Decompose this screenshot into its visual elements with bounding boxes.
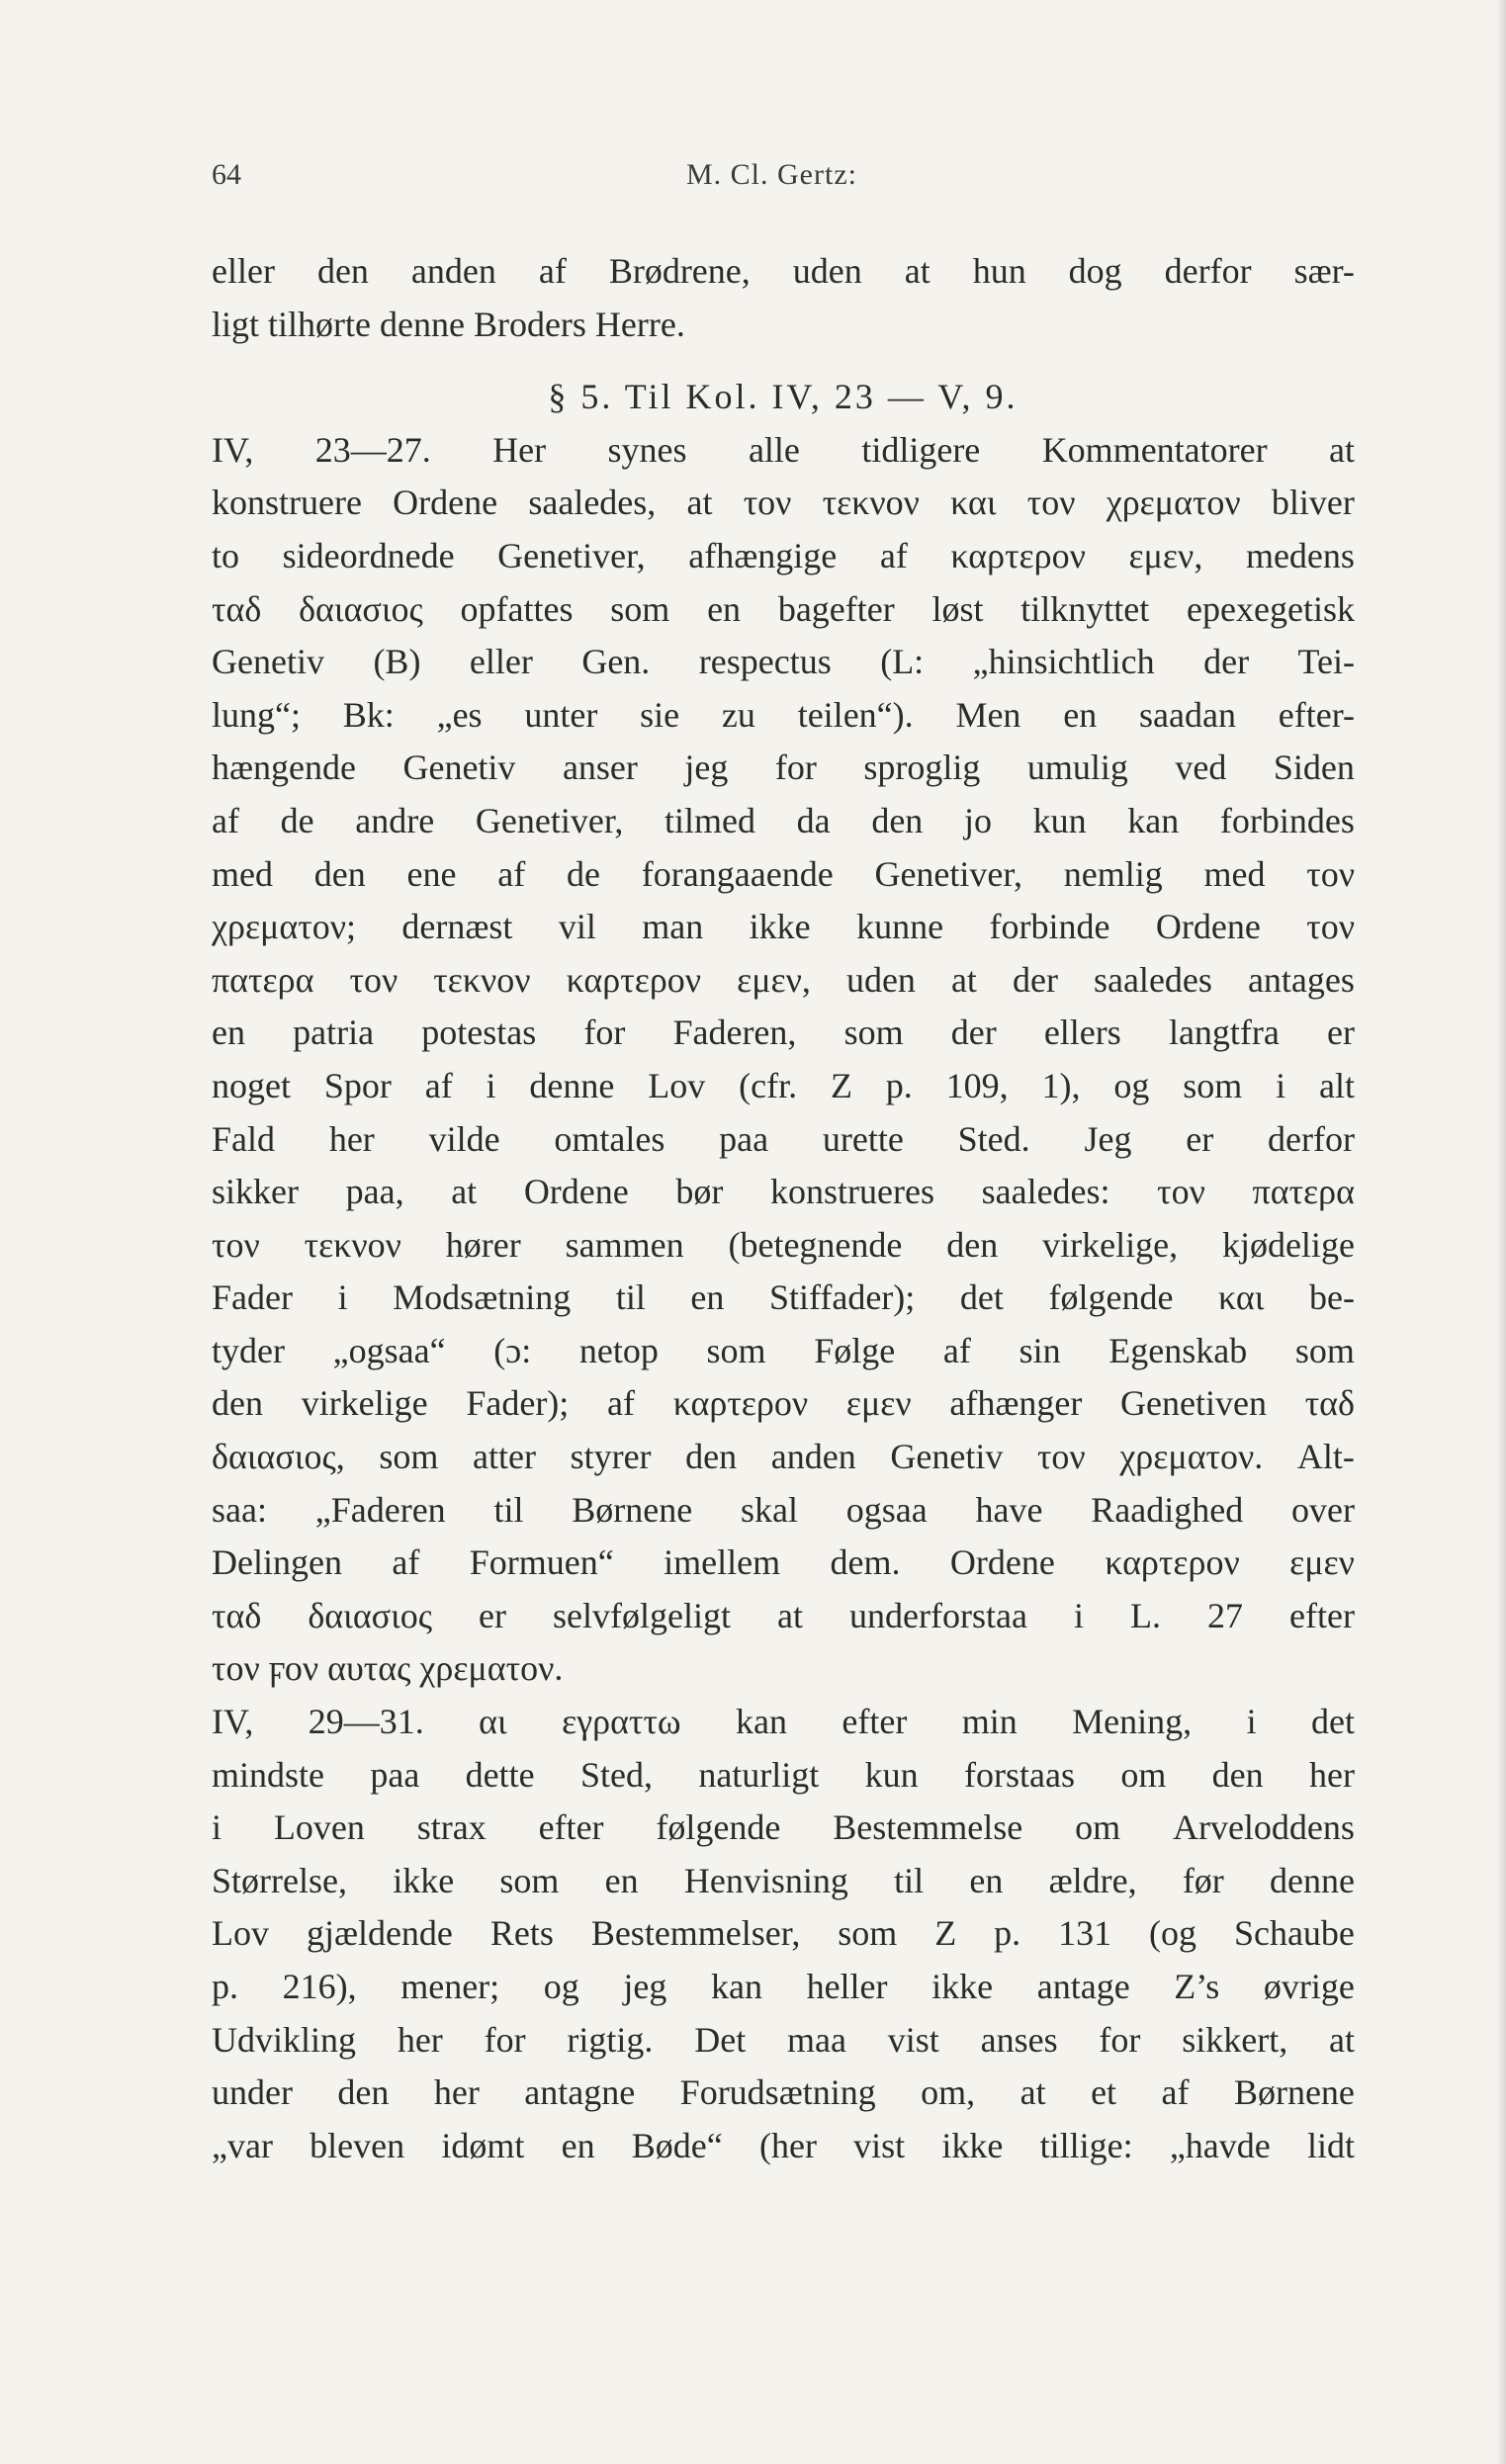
text-line: δαιασιος, som atter styrer den anden Genetiv τον χρεματον. Alt- xyxy=(212,1437,1355,1477)
page-edge-shadow xyxy=(1496,0,1506,2464)
text-line: to sideordnede Genetiver, afhængige af καρτερον εμεν, medens xyxy=(212,535,1355,575)
text-line: mindste paa dette Sted, naturligt kun forstaas om den her xyxy=(212,1754,1355,1795)
text-line: Lov gjældende Rets Bestemmelser, som Z p. 131 (og Schaube xyxy=(212,1913,1355,1954)
section-heading: § 5. Til Kol. IV, 23 — V, 9. xyxy=(548,377,1019,417)
page-number: 64 xyxy=(212,158,241,191)
text-line: ταδ δαιασιος opfattes som en bagefter løst tilknyttet epexegetisk xyxy=(212,588,1355,629)
text-line: af de andre Genetiver, tilmed da den jo kun kan forbindes xyxy=(212,800,1355,840)
text-line: med den ene af de forangaaende Genetiver, nemlig med τον xyxy=(212,853,1355,894)
text-line: i Loven strax efter følgende Bestemmelse om Arveloddens xyxy=(212,1807,1355,1848)
text-line: IV, 29—31. αι εγραττω kan efter min Mening, i det xyxy=(212,1702,1355,1742)
text-line: Genetiv (B) eller Gen. respectus (L: „hinsichtlich der Tei- xyxy=(212,642,1355,682)
text-line: p. 216), mener; og jeg kan heller ikke antage Z’s øvrige xyxy=(212,1967,1355,2006)
text-line: noget Spor af i denne Lov (cfr. Z p. 109, 1), og som i alt xyxy=(212,1065,1355,1105)
text-line: τον τεκνον hører sammen (betegnende den virkelige, kjødelige xyxy=(212,1224,1355,1265)
text-line: den virkelige Fader); af καρτερον εμεν afhænger Genetiven ταδ xyxy=(212,1383,1355,1424)
text-line: konstruere Ordene saaledes, at τον τεκνον και τον χρεματον bliver xyxy=(212,483,1355,523)
text-line: Fader i Modsætning til en Stiffader); det følgende και be- xyxy=(212,1277,1355,1318)
page-header xyxy=(212,158,1355,198)
text-line: IV, 23—27. Her synes alle tidligere Kommentatorer at xyxy=(212,429,1355,470)
text-line: en patria potestas for Faderen, som der ellers langtfra er xyxy=(212,1012,1355,1053)
text-line: πατερα τον τεκνον καρτερον εμεν, uden at der saaledes antages xyxy=(212,959,1355,1000)
text-line: „var bleven idømt en Bøde“ (her vist ikke tillige: „havde lidt xyxy=(212,2125,1355,2165)
body-text xyxy=(212,245,1355,2172)
text-line: Delingen af Formuen“ imellem dem. Ordene καρτερον εμεν xyxy=(212,1542,1355,1583)
text-line: lung“; Bk: „es unter sie zu teilen“). Men en saadan efter- xyxy=(212,694,1355,735)
text-line: χρεματον; dernæst vil man ikke kunne forbinde Ordene τον xyxy=(212,907,1355,947)
text-line: ligt tilhørte denne Broders Herre. xyxy=(212,304,685,344)
text-line: Fald her vilde omtales paa urette Sted. Jeg er derfor xyxy=(212,1118,1355,1159)
text-line: ταδ δαιασιος er selvfølgeligt at underforstaa i L. 27 efter xyxy=(212,1595,1355,1635)
text-line: Udvikling her for rigtig. Det maa vist anses for sikkert, at xyxy=(212,2019,1355,2060)
text-line: τον ϝον αυτας χρεματον. xyxy=(212,1648,564,1689)
running-head: M. Cl. Gertz: xyxy=(686,158,857,191)
text-line: saa: „Faderen til Børnene skal ogsaa have Raadighed over xyxy=(212,1489,1355,1530)
text-line: tyder „ogsaa“ (ɔ: netop som Følge af sin Egenskab som xyxy=(212,1330,1355,1370)
text-line: under den her antagne Forudsætning om, at et af Børnene xyxy=(212,2072,1355,2113)
text-line: hængende Genetiv anser jeg for sproglig umulig ved Siden xyxy=(212,748,1355,788)
text-line: sikker paa, at Ordene bør konstrueres saaledes: τον πατερα xyxy=(212,1172,1355,1212)
text-line: eller den anden af Brødrene, uden at hun dog derfor sær- xyxy=(212,251,1355,291)
text-line: Størrelse, ikke som en Henvisning til en ældre, før denne xyxy=(212,1860,1355,1900)
